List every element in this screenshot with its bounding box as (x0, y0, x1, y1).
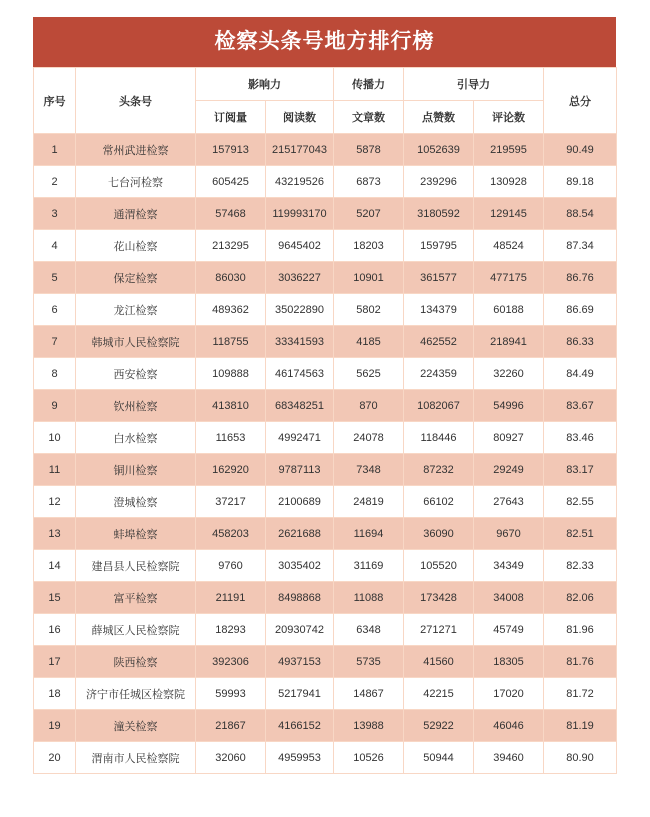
cell-comments: 46046 (474, 710, 544, 742)
table-row (34, 486, 617, 518)
cell-reads: 9645402 (266, 230, 334, 262)
cell-likes: 87232 (404, 454, 474, 486)
cell-likes: 42215 (404, 678, 474, 710)
cell-rank: 12 (34, 486, 76, 518)
cell-articles: 870 (334, 390, 404, 422)
cell-rank: 16 (34, 614, 76, 646)
cell-account-name: 蚌埠检察 (76, 518, 196, 550)
col-header-likes: 点赞数 (404, 101, 474, 134)
cell-total-score: 86.33 (544, 326, 617, 358)
cell-reads: 3036227 (266, 262, 334, 294)
cell-comments: 34349 (474, 550, 544, 582)
cell-total-score: 84.49 (544, 358, 617, 390)
cell-rank: 7 (34, 326, 76, 358)
cell-total-score: 80.90 (544, 742, 617, 774)
header-group-row (34, 68, 617, 101)
cell-total-score: 83.46 (544, 422, 617, 454)
cell-rank: 9 (34, 390, 76, 422)
table-row (34, 742, 617, 774)
col-header-reads: 阅读数 (266, 101, 334, 134)
cell-subscriptions: 392306 (196, 646, 266, 678)
cell-likes: 271271 (404, 614, 474, 646)
cell-account-name: 保定检察 (76, 262, 196, 294)
cell-likes: 50944 (404, 742, 474, 774)
cell-reads: 43219526 (266, 166, 334, 198)
cell-reads: 8498868 (266, 582, 334, 614)
cell-account-name: 通渭检察 (76, 198, 196, 230)
cell-total-score: 90.49 (544, 134, 617, 166)
cell-comments: 18305 (474, 646, 544, 678)
cell-likes: 3180592 (404, 198, 474, 230)
cell-likes: 1082067 (404, 390, 474, 422)
cell-comments: 129145 (474, 198, 544, 230)
cell-likes: 173428 (404, 582, 474, 614)
cell-subscriptions: 37217 (196, 486, 266, 518)
table-row (34, 582, 617, 614)
cell-rank: 1 (34, 134, 76, 166)
cell-total-score: 83.17 (544, 454, 617, 486)
cell-account-name: 七台河检察 (76, 166, 196, 198)
cell-subscriptions: 18293 (196, 614, 266, 646)
cell-articles: 31169 (334, 550, 404, 582)
cell-articles: 14867 (334, 678, 404, 710)
col-group-spread: 传播力 (334, 68, 404, 101)
cell-comments: 9670 (474, 518, 544, 550)
cell-articles: 7348 (334, 454, 404, 486)
col-header-total-score: 总分 (544, 68, 617, 134)
table-row (34, 326, 617, 358)
cell-subscriptions: 9760 (196, 550, 266, 582)
cell-total-score: 86.76 (544, 262, 617, 294)
cell-account-name: 澄城检察 (76, 486, 196, 518)
cell-subscriptions: 118755 (196, 326, 266, 358)
cell-likes: 239296 (404, 166, 474, 198)
cell-subscriptions: 11653 (196, 422, 266, 454)
cell-articles: 5625 (334, 358, 404, 390)
cell-rank: 5 (34, 262, 76, 294)
table-row (34, 166, 617, 198)
cell-reads: 46174563 (266, 358, 334, 390)
cell-rank: 8 (34, 358, 76, 390)
cell-subscriptions: 458203 (196, 518, 266, 550)
cell-subscriptions: 213295 (196, 230, 266, 262)
cell-likes: 66102 (404, 486, 474, 518)
cell-rank: 2 (34, 166, 76, 198)
cell-comments: 32260 (474, 358, 544, 390)
cell-articles: 10901 (334, 262, 404, 294)
cell-articles: 18203 (334, 230, 404, 262)
cell-rank: 17 (34, 646, 76, 678)
page-title: 检察头条号地方排行榜 (214, 30, 435, 53)
cell-subscriptions: 162920 (196, 454, 266, 486)
cell-total-score: 81.72 (544, 678, 617, 710)
cell-rank: 4 (34, 230, 76, 262)
cell-likes: 1052639 (404, 134, 474, 166)
cell-articles: 24819 (334, 486, 404, 518)
table-row (34, 262, 617, 294)
cell-reads: 20930742 (266, 614, 334, 646)
cell-comments: 29249 (474, 454, 544, 486)
cell-subscriptions: 21867 (196, 710, 266, 742)
cell-likes: 52922 (404, 710, 474, 742)
cell-account-name: 白水检察 (76, 422, 196, 454)
cell-account-name: 常州武进检察 (76, 134, 196, 166)
cell-reads: 2100689 (266, 486, 334, 518)
cell-likes: 159795 (404, 230, 474, 262)
cell-account-name: 铜川检察 (76, 454, 196, 486)
cell-total-score: 81.76 (544, 646, 617, 678)
col-header-rank: 序号 (34, 68, 76, 134)
cell-likes: 361577 (404, 262, 474, 294)
cell-rank: 18 (34, 678, 76, 710)
cell-rank: 10 (34, 422, 76, 454)
cell-reads: 9787113 (266, 454, 334, 486)
cell-comments: 54996 (474, 390, 544, 422)
cell-likes: 462552 (404, 326, 474, 358)
cell-total-score: 82.06 (544, 582, 617, 614)
cell-reads: 4166152 (266, 710, 334, 742)
table-row (34, 198, 617, 230)
col-header-articles: 文章数 (334, 101, 404, 134)
cell-likes: 105520 (404, 550, 474, 582)
cell-reads: 33341593 (266, 326, 334, 358)
cell-total-score: 82.33 (544, 550, 617, 582)
cell-rank: 3 (34, 198, 76, 230)
cell-likes: 41560 (404, 646, 474, 678)
cell-total-score: 86.69 (544, 294, 617, 326)
cell-likes: 36090 (404, 518, 474, 550)
cell-reads: 119993170 (266, 198, 334, 230)
cell-reads: 2621688 (266, 518, 334, 550)
cell-account-name: 西安检察 (76, 358, 196, 390)
cell-rank: 15 (34, 582, 76, 614)
cell-likes: 224359 (404, 358, 474, 390)
table-row (34, 422, 617, 454)
cell-reads: 68348251 (266, 390, 334, 422)
col-header-account: 头条号 (76, 68, 196, 134)
cell-account-name: 济宁市任城区检察院 (76, 678, 196, 710)
table-row (34, 294, 617, 326)
cell-subscriptions: 109888 (196, 358, 266, 390)
cell-total-score: 82.51 (544, 518, 617, 550)
table-header (34, 68, 617, 134)
col-group-influence: 影响力 (196, 68, 334, 101)
cell-account-name: 富平检察 (76, 582, 196, 614)
cell-rank: 13 (34, 518, 76, 550)
cell-rank: 20 (34, 742, 76, 774)
cell-articles: 5878 (334, 134, 404, 166)
cell-account-name: 花山检察 (76, 230, 196, 262)
cell-reads: 215177043 (266, 134, 334, 166)
title-bar (33, 17, 616, 67)
cell-rank: 11 (34, 454, 76, 486)
cell-comments: 39460 (474, 742, 544, 774)
cell-reads: 4937153 (266, 646, 334, 678)
table-row (34, 134, 617, 166)
cell-reads: 4959953 (266, 742, 334, 774)
table-row (34, 646, 617, 678)
cell-total-score: 81.19 (544, 710, 617, 742)
cell-articles: 24078 (334, 422, 404, 454)
cell-articles: 5802 (334, 294, 404, 326)
cell-total-score: 89.18 (544, 166, 617, 198)
table-row (34, 550, 617, 582)
cell-total-score: 87.34 (544, 230, 617, 262)
table-row (34, 390, 617, 422)
cell-subscriptions: 32060 (196, 742, 266, 774)
cell-subscriptions: 413810 (196, 390, 266, 422)
cell-account-name: 建昌县人民检察院 (76, 550, 196, 582)
cell-articles: 10526 (334, 742, 404, 774)
cell-account-name: 潼关检察 (76, 710, 196, 742)
cell-articles: 6873 (334, 166, 404, 198)
cell-articles: 5735 (334, 646, 404, 678)
cell-comments: 218941 (474, 326, 544, 358)
cell-reads: 4992471 (266, 422, 334, 454)
cell-rank: 14 (34, 550, 76, 582)
cell-account-name: 韩城市人民检察院 (76, 326, 196, 358)
cell-total-score: 88.54 (544, 198, 617, 230)
cell-comments: 45749 (474, 614, 544, 646)
table-row (34, 454, 617, 486)
cell-articles: 4185 (334, 326, 404, 358)
cell-comments: 219595 (474, 134, 544, 166)
cell-comments: 34008 (474, 582, 544, 614)
cell-comments: 48524 (474, 230, 544, 262)
cell-articles: 11088 (334, 582, 404, 614)
cell-reads: 3035402 (266, 550, 334, 582)
cell-articles: 5207 (334, 198, 404, 230)
table-row (34, 614, 617, 646)
cell-total-score: 82.55 (544, 486, 617, 518)
cell-comments: 477175 (474, 262, 544, 294)
cell-subscriptions: 59993 (196, 678, 266, 710)
table-row (34, 710, 617, 742)
col-header-comments: 评论数 (474, 101, 544, 134)
cell-comments: 27643 (474, 486, 544, 518)
cell-articles: 11694 (334, 518, 404, 550)
cell-likes: 134379 (404, 294, 474, 326)
cell-subscriptions: 605425 (196, 166, 266, 198)
cell-subscriptions: 86030 (196, 262, 266, 294)
cell-articles: 13988 (334, 710, 404, 742)
table-body (34, 134, 617, 774)
cell-account-name: 钦州检察 (76, 390, 196, 422)
cell-comments: 80927 (474, 422, 544, 454)
cell-account-name: 渭南市人民检察院 (76, 742, 196, 774)
table-row (34, 678, 617, 710)
cell-subscriptions: 21191 (196, 582, 266, 614)
col-group-guidance: 引导力 (404, 68, 544, 101)
table-row (34, 358, 617, 390)
table-row (34, 518, 617, 550)
cell-account-name: 龙江检察 (76, 294, 196, 326)
cell-reads: 5217941 (266, 678, 334, 710)
cell-comments: 60188 (474, 294, 544, 326)
cell-rank: 6 (34, 294, 76, 326)
cell-account-name: 薛城区人民检察院 (76, 614, 196, 646)
cell-subscriptions: 157913 (196, 134, 266, 166)
cell-comments: 130928 (474, 166, 544, 198)
table-row (34, 230, 617, 262)
cell-subscriptions: 489362 (196, 294, 266, 326)
col-header-subscriptions: 订阅量 (196, 101, 266, 134)
ranking-table (33, 67, 617, 774)
cell-subscriptions: 57468 (196, 198, 266, 230)
cell-total-score: 83.67 (544, 390, 617, 422)
cell-likes: 118446 (404, 422, 474, 454)
cell-comments: 17020 (474, 678, 544, 710)
cell-rank: 19 (34, 710, 76, 742)
cell-reads: 35022890 (266, 294, 334, 326)
cell-account-name: 陕西检察 (76, 646, 196, 678)
ranking-panel (33, 17, 616, 774)
cell-total-score: 81.96 (544, 614, 617, 646)
cell-articles: 6348 (334, 614, 404, 646)
